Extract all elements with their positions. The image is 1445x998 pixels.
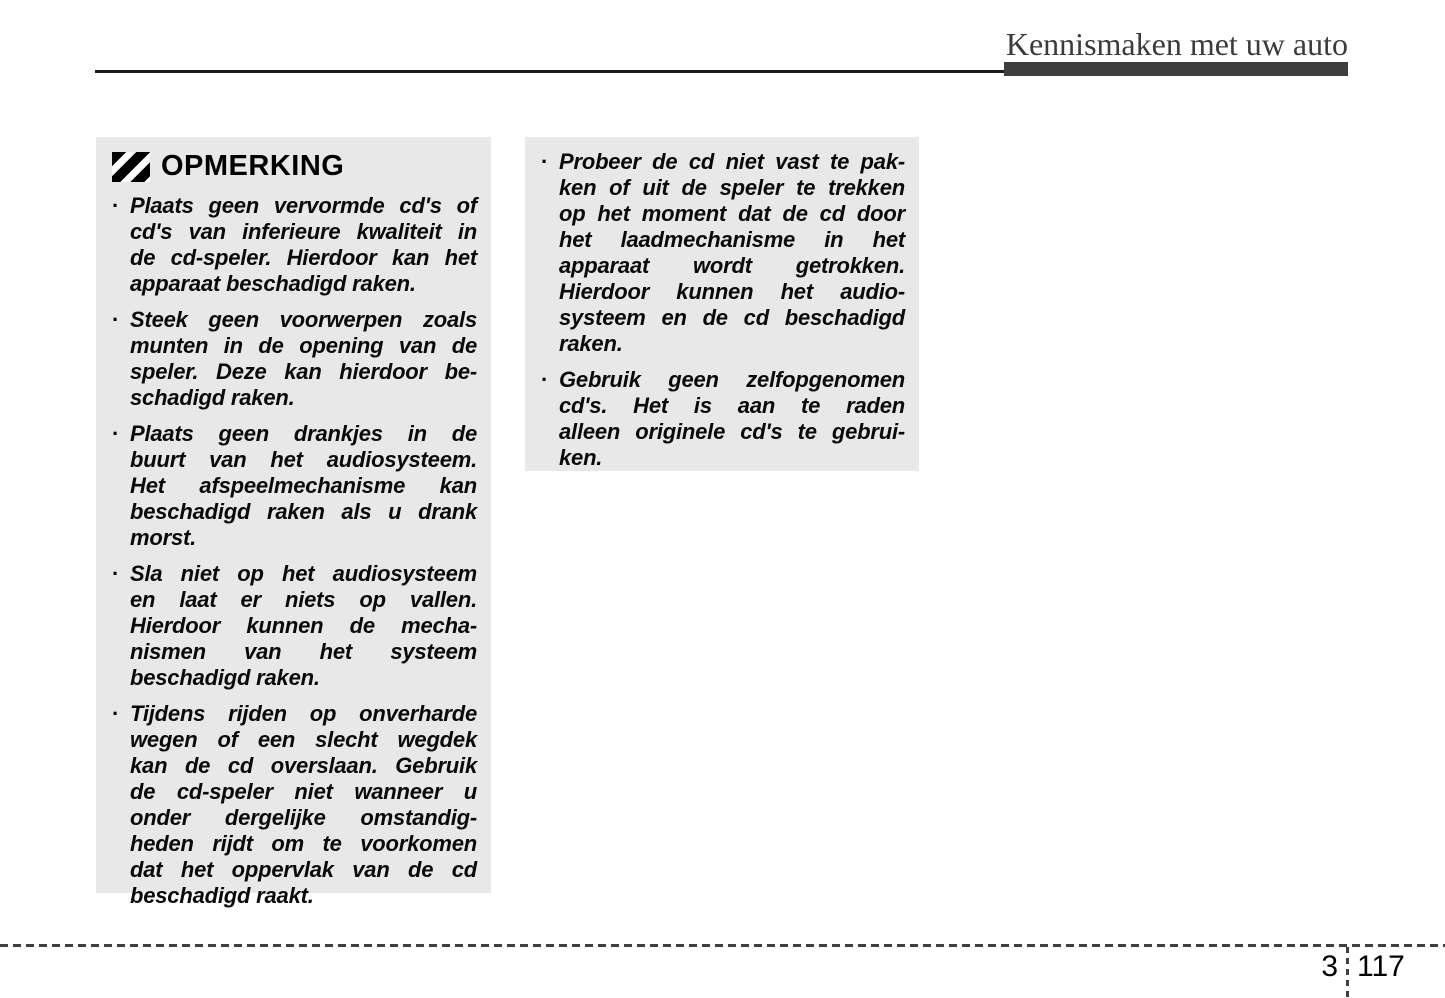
bullet-line: Hierdoor kunnen de mecha- [130,613,477,638]
note-bullet [541,367,905,471]
bullet-line: de cd-speler niet wanneer u [130,779,477,804]
bullet-line: apparaat wordt getrokken. [559,253,905,278]
bullet-line: en laat er niets op vallen. [130,587,477,612]
bullet-line: kan de cd overslaan. Gebruik [130,753,477,778]
bullet-line: munten in de opening van de [130,333,477,358]
bullet-text [130,701,477,909]
bullet-line: Hierdoor kunnen het audio- [559,279,905,304]
bullet-line: schadigd raken. [130,385,295,410]
bullet-dot: · [112,701,120,726]
bullet-line: morst. [130,525,197,550]
bullet-line: de cd-speler. Hierdoor kan het [130,245,477,270]
note-bullets-right [541,149,905,471]
bullet-text [130,561,477,691]
bullet-line: cd's. Het is aan te raden [559,393,905,418]
note-title: OPMERKING [161,150,345,182]
header-bar [1004,62,1348,76]
bullet-line: ken. [559,445,603,470]
bullet-text [559,149,905,357]
bullet-dot: · [112,561,120,586]
bullet-line: Het afspeelmechanisme kan [130,473,477,498]
bullet-line: buurt van het audiosysteem. [130,447,477,472]
bullet-text [130,421,477,551]
bullet-line: ken of uit de speler te trekken [559,175,905,200]
bullet-text [130,193,477,297]
bullet-line: cd's van inferieure kwaliteit in [130,219,477,244]
bullet-line: Gebruik geen zelfopgenomen [559,367,905,392]
bullet-line: speler. Deze kan hierdoor be- [130,359,477,384]
bullet-dot: · [112,307,120,332]
bullet-line: raken. [559,331,623,356]
bullet-line: alleen originele cd's te gebrui- [559,419,905,444]
note-bullet [112,701,477,909]
bullet-dot: · [541,149,549,174]
note-bullet [112,421,477,551]
bullet-line: systeem en de cd beschadigd [559,305,905,330]
bullet-text [559,367,905,471]
bullet-dot: · [112,193,120,218]
bullet-dot: · [112,421,120,446]
bullet-line: beschadigd raken als u drank [130,499,477,524]
bullet-line: apparaat beschadigd raken. [130,271,416,296]
bullet-line: Steek geen voorwerpen zoals [130,307,477,332]
bullet-line: dat het oppervlak van de cd [130,857,477,882]
bullet-text [130,307,477,411]
bullet-line: Plaats geen vervormde cd's of [130,193,477,218]
striped-note-icon [112,152,150,182]
bullet-line: onder dergelijke omstandig- [130,805,477,830]
note-bullet [541,149,905,357]
note-bullet [112,193,477,297]
bullet-line: heden rijdt om te voorkomen [130,831,477,856]
note-bullet [112,561,477,691]
bullet-line: Tijdens rijden op onverharde [130,701,477,726]
note-bullet [112,307,477,411]
note-heading [112,150,477,183]
bullet-line: Probeer de cd niet vast te pak- [559,149,905,174]
note-box-left [96,137,491,908]
bullet-line: beschadigd raakt. [130,883,314,908]
bullet-line: het laadmechanisme in het [559,227,905,252]
bullet-line: Plaats geen drankjes in de [130,421,477,446]
bullet-line: beschadigd raken. [130,665,320,690]
note-box-right [525,137,919,471]
footer-page-number: 117 [1357,950,1405,983]
bullet-dot: · [541,367,549,392]
footer-dashed-rule [0,944,1445,947]
bullet-line: op het moment dat de cd door [559,201,905,226]
footer-chapter-number: 3 [1321,950,1338,983]
note-bullets-left [112,193,477,909]
footer-vertical-divider [1346,947,1349,998]
bullet-line: wegen of een slecht wegdek [130,727,477,752]
bullet-line: nismen van het systeem [130,639,477,664]
chapter-title: Kennismaken met uw auto [1005,26,1348,62]
bullet-line: Sla niet op het audiosysteem [130,561,477,586]
